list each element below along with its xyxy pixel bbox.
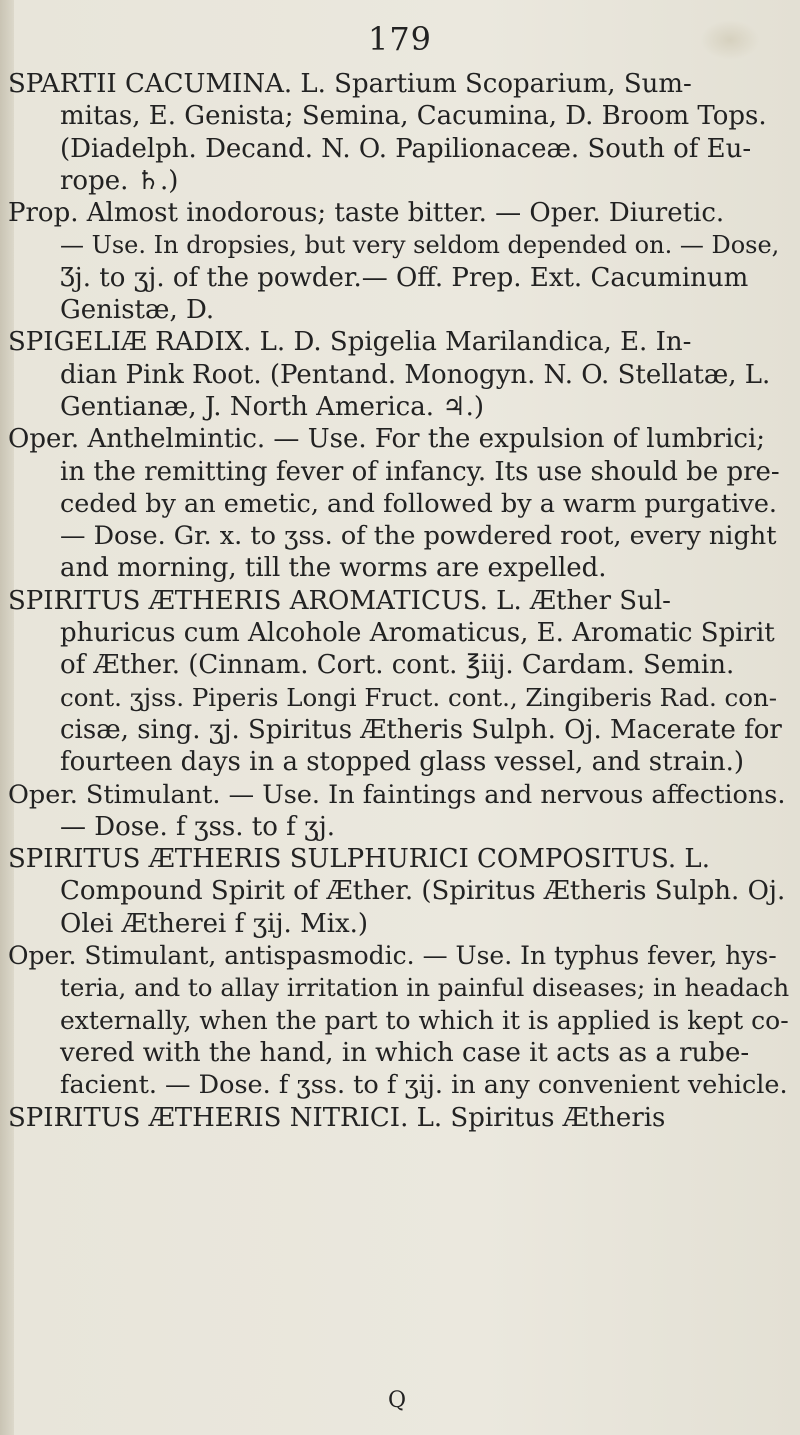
text-line: phuricus cum Alcohole Aromaticus, E. Aromatic Spirit — [60, 618, 775, 649]
text-line: SPARTII CACUMINA. L. Spartium Scoparium, Sum- — [8, 69, 692, 99]
text-line: Oper. Stimulant, antispasmodic. — Use. In typhus fever, hys- — [8, 941, 777, 971]
text-body — [8, 68, 790, 1134]
text-line: Ʒj. to ʒj. of the powder.— Off. Prep. Ext. Cacuminum — [60, 262, 749, 293]
text-line: teria, and to allay irritation in painful diseases; in headach — [60, 973, 790, 1003]
text-line: — Dose. f ʒss. to f ʒj. — [60, 811, 336, 842]
text-line: Compound Spirit of Æther. (Spiritus Ætheris Sulph. Oj. — [60, 876, 786, 907]
text-line: ceded by an emetic, and followed by a warm purgative. — [60, 488, 778, 519]
text-line: Genistæ, D. — [60, 295, 215, 326]
text-line: SPIGELIÆ RADIX. L. D. Spigelia Marilandica, E. In- — [8, 327, 692, 358]
text-line: Prop. Almost inodorous; taste bitter. — Oper. Diuretic. — [8, 198, 725, 229]
text-line: fourteen days in a stopped glass vessel, and strain.) — [60, 747, 744, 778]
text-line: SPIRITUS ÆTHERIS NITRICI. L. Spiritus Ætheris — [8, 1102, 666, 1133]
text-line: in the remitting fever of infancy. Its use should be pre- — [60, 456, 780, 487]
text-line: — Dose. Gr. x. to ʒss. of the powdered root, every night — [60, 521, 777, 552]
text-line: facient. — Dose. f ʒss. to f ʒij. in any convenient vehicle. — [60, 1070, 788, 1101]
text-line: mitas, E. Genista; Semina, Cacumina, D. Broom Tops. — [60, 101, 767, 132]
page-number: 179 — [367, 20, 433, 58]
text-line: rope. ♄.) — [60, 165, 179, 196]
text-line: externally, when the part to which it is applied is kept co- — [60, 1005, 789, 1035]
text-line: SPIRITUS ÆTHERIS SULPHURICI COMPOSITUS. L. — [8, 844, 710, 875]
text-line: vered with the hand, in which case it acts as a rube- — [60, 1037, 750, 1068]
text-line: SPIRITUS ÆTHERIS AROMATICUS. L. Æther Sul- — [8, 585, 671, 616]
text-line: Oper. Stimulant. — Use. In faintings and nervous affections. — [8, 779, 786, 810]
text-line: of Æther. (Cinnam. Cort. cont. ℥iij. Cardam. Semin. — [60, 650, 735, 681]
text-line: (Diadelph. Decand. N. O. Papilionaceæ. South of Eu- — [60, 133, 752, 164]
text-line: — Use. In dropsies, but very seldom depended on. — Dose, — [60, 231, 780, 260]
text-line: and morning, till the worms are expelled. — [60, 553, 607, 584]
text-line: dian Pink Root. (Pentand. Monogyn. N. O. Stellatæ, L. — [60, 359, 771, 390]
text-line: Oper. Anthelmintic. — Use. For the expulsion of lumbrici; — [8, 424, 766, 455]
text-line: Gentianæ, J. North America. ♃.) — [60, 391, 484, 422]
text-line: Olei Ætherei f ʒij. Mix.) — [60, 908, 369, 939]
signature-mark: Q — [388, 1388, 407, 1413]
text-line: cisæ, sing. ʒj. Spiritus Ætheris Sulph. Oj. Macerate for — [60, 714, 782, 745]
text-line: cont. ʒjss. Piperis Longi Fruct. cont., Zingiberis Rad. con- — [60, 682, 778, 712]
